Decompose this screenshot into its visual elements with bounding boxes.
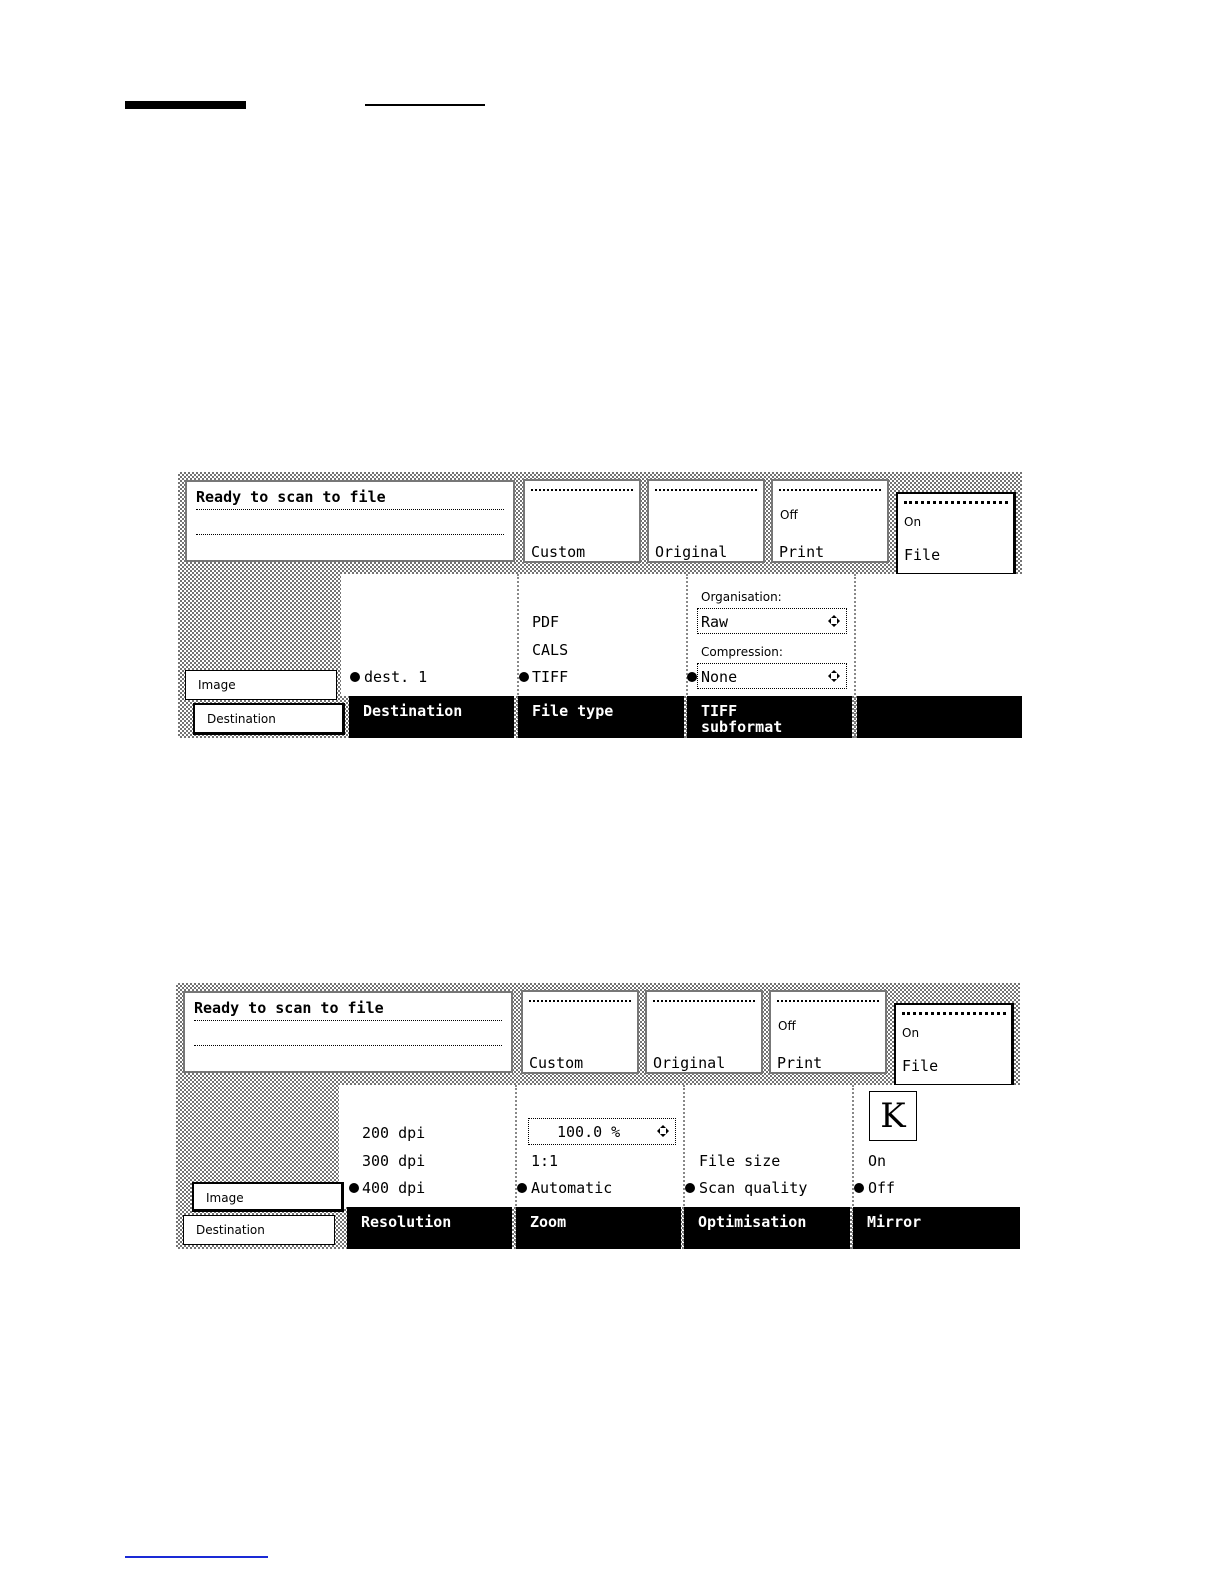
- tab-image[interactable]: Image: [192, 1182, 344, 1212]
- tab-destination[interactable]: Destination: [183, 1215, 335, 1245]
- selected-bullet: [854, 1183, 864, 1193]
- optimisation-bar[interactable]: Optimisation: [684, 1207, 850, 1249]
- selected-bullet: [349, 1183, 359, 1193]
- empty-bar: [857, 696, 1022, 738]
- custom-button[interactable]: Custom: [523, 479, 641, 563]
- spin-arrows-icon: [657, 1125, 669, 1137]
- organisation-label: Organisation:: [701, 590, 782, 604]
- scanner-screen-image: [176, 983, 1020, 1249]
- selected-bullet: [687, 672, 697, 682]
- tab-destination[interactable]: Destination: [193, 703, 345, 735]
- settings-panel: [339, 1085, 1020, 1207]
- mirror-bar[interactable]: Mirror: [853, 1207, 1020, 1249]
- file-button[interactable]: On File: [894, 1003, 1014, 1087]
- spin-arrows-icon: [828, 615, 840, 627]
- selected-bullet: [519, 672, 529, 682]
- option-dest-1[interactable]: dest. 1: [364, 668, 428, 686]
- option-file-size[interactable]: File size: [699, 1152, 781, 1170]
- print-state: Off: [780, 508, 798, 522]
- mirror-preview-icon: K: [869, 1091, 917, 1141]
- print-state: Off: [778, 1019, 796, 1033]
- status-panel: [183, 991, 513, 1073]
- selected-bullet: [517, 1183, 527, 1193]
- option-cals[interactable]: CALS: [532, 641, 569, 659]
- file-state: On: [902, 1026, 920, 1040]
- zoom-value-spinner[interactable]: 100.0 %: [528, 1118, 676, 1145]
- print-button[interactable]: Off Print: [771, 479, 889, 563]
- header-rule-thin: [365, 104, 485, 106]
- original-button[interactable]: Original: [647, 479, 765, 563]
- compression-label: Compression:: [701, 645, 783, 659]
- footer-rule: [125, 1556, 268, 1558]
- option-200-dpi[interactable]: 200 dpi: [362, 1124, 426, 1142]
- settings-panel: [341, 574, 1022, 696]
- option-mirror-off[interactable]: Off: [868, 1179, 896, 1197]
- scanner-screen-destination: [178, 472, 1022, 738]
- tiff-subformat-bar[interactable]: TIFF subformat: [687, 696, 852, 738]
- option-1-1[interactable]: 1:1: [531, 1152, 559, 1170]
- option-pdf[interactable]: PDF: [532, 613, 560, 631]
- selected-bullet: [350, 672, 360, 682]
- organisation-dropdown[interactable]: Raw: [697, 608, 847, 634]
- status-panel: [185, 480, 515, 562]
- compression-dropdown[interactable]: None: [697, 663, 847, 689]
- file-type-bar[interactable]: File type: [518, 696, 684, 738]
- tab-image[interactable]: Image: [185, 670, 337, 700]
- print-button[interactable]: Off Print: [769, 990, 887, 1074]
- original-button[interactable]: Original: [645, 990, 763, 1074]
- option-scan-quality[interactable]: Scan quality: [699, 1179, 808, 1197]
- destination-bar[interactable]: Destination: [349, 696, 514, 738]
- resolution-bar[interactable]: Resolution: [347, 1207, 512, 1249]
- status-title: Ready to scan to file: [196, 488, 386, 506]
- custom-button[interactable]: Custom: [521, 990, 639, 1074]
- option-mirror-on[interactable]: On: [868, 1152, 887, 1170]
- option-tiff[interactable]: TIFF: [532, 668, 569, 686]
- zoom-bar[interactable]: Zoom: [516, 1207, 681, 1249]
- spin-arrows-icon: [828, 670, 840, 682]
- status-title: Ready to scan to file: [194, 999, 384, 1017]
- header-rule-thick: [125, 101, 246, 109]
- selected-bullet: [685, 1183, 695, 1193]
- option-automatic[interactable]: Automatic: [531, 1179, 613, 1197]
- file-button[interactable]: On File: [896, 492, 1016, 576]
- option-400-dpi[interactable]: 400 dpi: [362, 1179, 426, 1197]
- option-300-dpi[interactable]: 300 dpi: [362, 1152, 426, 1170]
- file-state: On: [904, 515, 922, 529]
